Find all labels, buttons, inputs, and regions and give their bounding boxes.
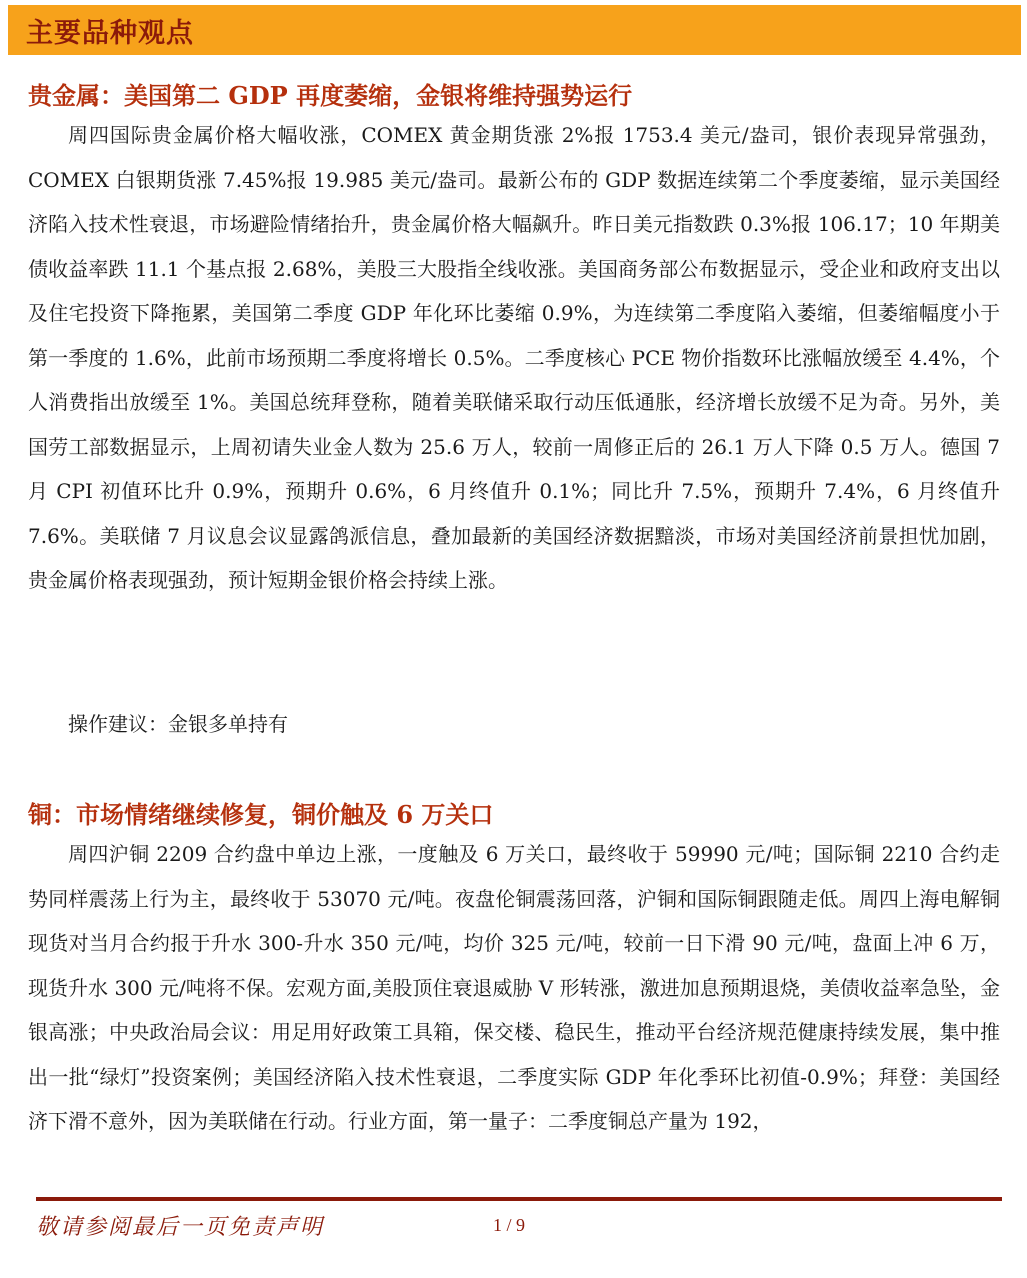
- footer-divider: [36, 1197, 1002, 1201]
- copper-paragraph: 周四沪铜 2209 合约盘中单边上涨，一度触及 6 万关口，最终收于 59990 元/吨；国际铜 2210 合约走势同样震荡上行为主，最终收于 53070 元/吨。夜盘伦铜震荡回落，沪铜和国际铜跟随走低。周四上海电解铜现货对当月合约报于升水 300-升水 350 元/吨，均价 325 元/吨，较前一日下滑 90 元/吨，盘面上冲 6 万，现货升水 300 元/吨将不保。宏观方面,美股顶住衰退威胁 V 形转涨，激进加息预期退烧，美债收益率急坠，金银高涨；中央政治局会议：用足用好政策工具箱，保交楼、稳民生，推动平台经济规范健康持续发展，集中推出一批“绿灯”投资案例；美国经济陷入技术性衰退，二季度实际 GDP 年化季环比初值-0.9%；拜登：美国经济下滑不意外，因为美联储在行动。行业方面，第一量子：二季度铜总产量为 192，: [28, 842, 1000, 1133]
- section-banner: [8, 5, 1021, 55]
- copper-heading: 铜：市场情绪继续修复，铜价触及 6 万关口: [28, 800, 494, 829]
- disclaimer-note: 敬请参阅最后一页免责声明: [36, 1215, 325, 1240]
- banner-title: 主要品种观点: [26, 17, 194, 49]
- precious-metals-paragraph: 周四国际贵金属价格大幅收涨，COMEX 黄金期货涨 2%报 1753.4 美元/盎司，银价表现异常强劲，COMEX 白银期货涨 7.45%报 19.985 美元/盎司。最新公布的 GDP 数据连续第二个季度萎缩，显示美国经济陷入技术性衰退，市场避险情绪抬升，贵金属价格大幅飙升。昨日美元指数跌 0.3%报 106.17；10 年期美债收益率跌 11.1 个基点报 2.68%，美股三大股指全线收涨。美国商务部公布数据显示，受企业和政府支出以及住宅投资下降拖累，美国第二季度 GDP 年化环比萎缩 0.9%，为连续第二季度陷入萎缩，但萎缩幅度小于第一季度的 1.6%，此前市场预期二季度将增长 0.5%。二季度核心 PCE 物价指数环比涨幅放缓至 4.4%，个人消费指出放缓至 1%。美国总统拜登称，随着美联储采取行动压低通胀，经济增长放缓不足为奇。另外，美国劳工部数据显示，上周初请失业金人数为 25.6 万人，较前一周修正后的 26.1 万人下降 0.5 万人。德国 7 月 CPI 初值环比升 0.9%，预期升 0.6%，6 月终值升 0.1%；同比升 7.5%，预期升 7.4%，6 月终值升 7.6%。美联储 7 月议息会议显露鸽派信息，叠加最新的美国经济数据黯淡，市场对美国经济前景担忧加剧，贵金属价格表现强劲，预计短期金银价格会持续上涨。: [28, 123, 1000, 592]
- page-number: 1 / 9: [493, 1215, 526, 1235]
- precious-metals-advice: 操作建议：金银多单持有: [68, 712, 288, 736]
- precious-metals-heading: 贵金属：美国第二 GDP 再度萎缩，金银将维持强势运行: [28, 81, 633, 110]
